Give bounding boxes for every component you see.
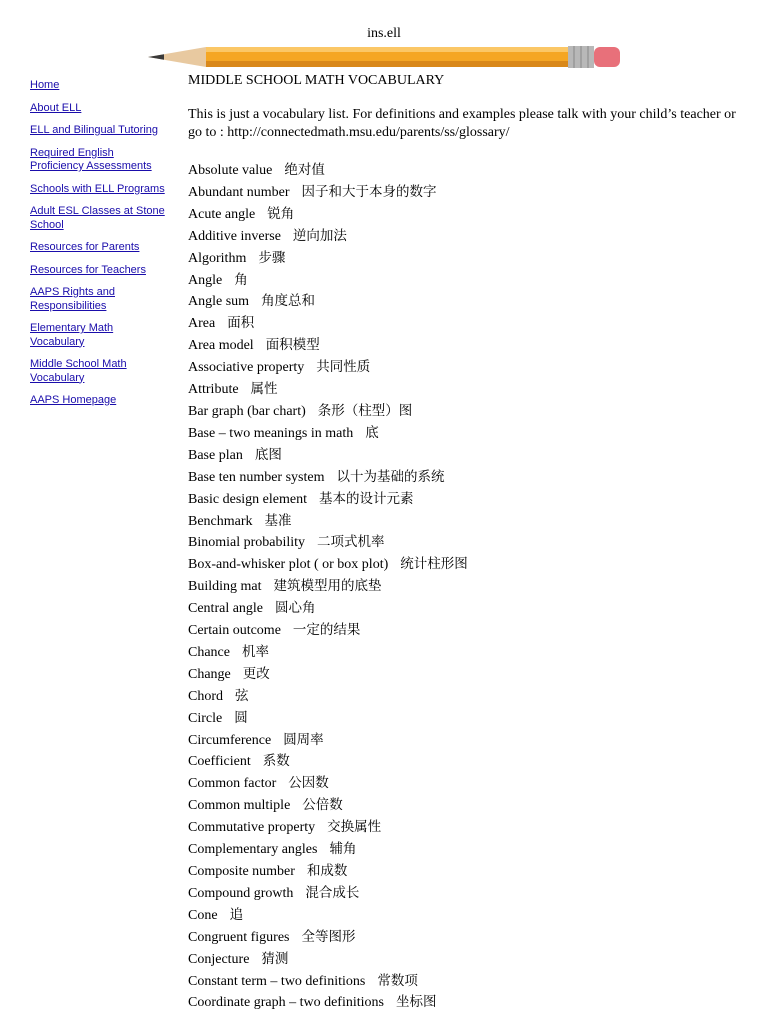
- vocab-term-chinese: 公因数: [288, 775, 329, 792]
- vocab-term-english: Certain outcome: [188, 623, 281, 639]
- vocab-row: [188, 270, 748, 292]
- vocab-term-chinese: 全等图形: [301, 928, 356, 945]
- vocab-term-english: Composite number: [188, 864, 295, 879]
- vocab-term-english: Base plan: [188, 447, 243, 463]
- vocab-row: [188, 313, 748, 335]
- vocab-term-english: Building mat: [188, 579, 262, 595]
- vocab-term-english: Congruent figures: [188, 929, 290, 945]
- vocab-row: [188, 554, 748, 576]
- vocab-term-english: Angle: [188, 272, 223, 288]
- vocab-term-chinese: 属性: [250, 381, 278, 398]
- vocab-term-chinese: 共同性质: [316, 359, 371, 376]
- vocab-term-chinese: 底图: [254, 446, 282, 463]
- vocab-row: [188, 291, 748, 313]
- vocab-row: [188, 445, 748, 467]
- nav-link-home[interactable]: Home: [30, 79, 60, 91]
- vocab-term-english: Area model: [188, 338, 254, 354]
- vocab-row: [188, 686, 748, 708]
- vocab-term-chinese: 圆周率: [283, 731, 324, 748]
- vocab-term-english: Coordinate graph – two definitions: [188, 995, 384, 1011]
- vocab-term-english: Algorithm: [188, 250, 247, 266]
- nav-link-middle-school-math[interactable]: Middle School Math Vocabulary: [30, 358, 127, 384]
- intro-text: This is just a vocabulary list. For definitions and examples please talk with your child’s teacher or go to : http://connectedmath.msu.edu/parents/ss/glossary/: [188, 107, 736, 140]
- vocab-term-english: Additive inverse: [188, 228, 281, 244]
- nav-link-schools[interactable]: Schools with ELL Programs: [30, 182, 165, 195]
- vocab-term-chinese: 一定的结果: [292, 622, 361, 639]
- vocab-row: [188, 795, 748, 817]
- vocab-term-english: Change: [188, 666, 231, 682]
- nav-link-teachers[interactable]: Resources for Teachers: [30, 263, 146, 276]
- vocab-term-english: Attribute: [188, 382, 239, 398]
- vocab-term-english: Commutative property: [188, 820, 316, 836]
- nav-link-assessments[interactable]: Required English Proficiency Assessments: [30, 146, 152, 172]
- nav-link-rights[interactable]: AAPS Rights and Responsibilities: [30, 286, 115, 312]
- pencil-icon: [148, 42, 624, 72]
- vocab-term-chinese: 建筑模型用的底垫: [273, 578, 382, 595]
- vocab-row: [188, 160, 748, 182]
- vocab-row: [188, 971, 748, 993]
- vocab-term-chinese: 锐角: [267, 205, 295, 222]
- vocab-term-english: Base – two meanings in math: [188, 425, 354, 441]
- vocab-row: [188, 248, 748, 270]
- vocab-term-chinese: 圆心角: [275, 600, 316, 617]
- vocab-term-english: Central angle: [188, 601, 264, 617]
- page-title: MIDDLE SCHOOL MATH VOCABULARY: [188, 73, 445, 88]
- vocab-row: [188, 817, 748, 839]
- nav-link-tutoring[interactable]: ELL and Bilingual Tutoring: [30, 124, 159, 136]
- vocab-term-chinese: 交换属性: [327, 819, 382, 836]
- nav-link-about-ell[interactable]: About ELL: [30, 101, 82, 114]
- vocab-row: [188, 992, 748, 1014]
- vocab-term-chinese: 以十为基础的系统: [336, 468, 445, 485]
- vocab-term-english: Compound growth: [188, 885, 294, 901]
- vocab-term-english: Area: [188, 316, 216, 332]
- vocab-term-english: Benchmark: [188, 513, 253, 529]
- vocab-term-chinese: 追: [229, 906, 244, 923]
- vocab-row: [188, 423, 748, 445]
- sidebar-nav: [30, 79, 170, 417]
- vocab-term-chinese: 坐标图: [395, 994, 437, 1011]
- vocab-term-chinese: 更改: [242, 665, 270, 682]
- vocab-row: [188, 204, 748, 226]
- vocab-row: [188, 532, 748, 554]
- vocab-term-chinese: 系数: [262, 753, 290, 770]
- nav-link-adult-esl[interactable]: Adult ESL Classes at Stone School: [30, 205, 165, 231]
- vocab-term-chinese: 公倍数: [302, 797, 343, 814]
- vocab-term-english: Common multiple: [188, 798, 291, 814]
- nav-link-parents[interactable]: Resources for Parents: [30, 241, 140, 253]
- vocab-term-english: Bar graph (bar chart): [188, 403, 306, 419]
- vocab-term-chinese: 基本的设计元素: [318, 490, 414, 507]
- vocab-term-chinese: 圆: [234, 709, 248, 726]
- vocab-row: [188, 379, 748, 401]
- site-title: ins.ell: [367, 26, 401, 41]
- main-content: [188, 72, 748, 1011]
- nav-link-elementary-math[interactable]: Elementary Math Vocabulary: [30, 322, 114, 348]
- vocab-term-english: Complementary angles: [188, 842, 318, 858]
- vocab-row: [188, 730, 748, 752]
- vocab-row: [188, 226, 748, 248]
- vocab-row: [188, 883, 748, 905]
- vocab-term-chinese: 步骤: [258, 249, 286, 266]
- vocab-term-chinese: 基准: [264, 512, 292, 529]
- vocab-row: [188, 467, 748, 489]
- vocab-term-chinese: 绝对值: [284, 162, 325, 178]
- vocab-row: [188, 598, 748, 620]
- vocab-term-english: Binomial probability: [188, 535, 306, 551]
- vocab-row: [188, 664, 748, 686]
- vocab-row: [188, 401, 748, 423]
- vocab-term-english: Box-and-whisker plot ( or box plot): [188, 557, 389, 573]
- vocab-term-english: Acute angle: [188, 206, 256, 222]
- vocab-row: [188, 620, 748, 642]
- vocab-term-chinese: 面积: [227, 315, 255, 332]
- vocab-term-english: Circumference: [188, 732, 272, 748]
- vocab-term-english: Cone: [188, 907, 218, 923]
- vocab-row: [188, 839, 748, 861]
- vocab-term-chinese: 和成数: [306, 863, 348, 879]
- vocabulary-list: [188, 160, 748, 1014]
- vocab-row: [188, 861, 748, 883]
- vocab-term-chinese: 猜测: [261, 950, 289, 967]
- vocab-term-english: Absolute value: [188, 163, 273, 178]
- vocab-term-chinese: 混合成长: [305, 884, 360, 901]
- vocab-term-english: Abundant number: [188, 184, 290, 200]
- vocab-term-chinese: 条形（柱型）图: [317, 402, 413, 419]
- vocab-term-english: Associative property: [188, 360, 305, 376]
- vocab-term-english: Angle sum: [188, 294, 250, 310]
- vocab-row: [188, 335, 748, 357]
- vocab-term-chinese: 逆向加法: [292, 227, 347, 244]
- vocab-row: [188, 357, 748, 379]
- vocab-term-chinese: 二项式机率: [317, 534, 385, 551]
- vocab-term-chinese: 角: [234, 271, 248, 288]
- vocab-term-chinese: 常数项: [377, 972, 418, 989]
- vocab-row: [188, 576, 748, 598]
- vocab-term-chinese: 底: [365, 424, 379, 441]
- vocab-row: [188, 489, 748, 511]
- vocab-term-english: Chance: [188, 644, 230, 660]
- vocab-term-english: Chord: [188, 688, 223, 704]
- vocab-row: [188, 642, 748, 664]
- vocab-term-chinese: 机率: [241, 643, 269, 660]
- vocab-row: [188, 905, 748, 927]
- vocab-term-english: Circle: [188, 710, 223, 726]
- vocab-term-chinese: 统计柱形图: [400, 556, 468, 573]
- vocab-term-chinese: 弦: [235, 687, 249, 704]
- vocab-row: [188, 708, 748, 730]
- vocab-term-english: Coefficient: [188, 754, 251, 770]
- vocab-term-english: Basic design element: [188, 491, 307, 507]
- vocab-term-chinese: 角度总和: [261, 293, 316, 310]
- vocab-term-english: Common factor: [188, 776, 277, 792]
- vocab-term-english: Conjecture: [188, 951, 250, 967]
- vocab-term-english: Constant term – two definitions: [188, 973, 366, 989]
- vocab-term-english: Base ten number system: [188, 469, 325, 485]
- vocab-row: [188, 927, 748, 949]
- nav-link-aaps-homepage[interactable]: AAPS Homepage: [30, 394, 117, 406]
- vocab-term-chinese: 辅角: [329, 841, 357, 858]
- vocab-row: [188, 773, 748, 795]
- vocab-row: [188, 511, 748, 533]
- vocab-term-chinese: 面积模型: [265, 337, 320, 354]
- vocab-row: [188, 949, 748, 971]
- vocab-row: [188, 751, 748, 773]
- vocab-term-chinese: 因子和大于本身的数字: [301, 183, 437, 200]
- vocab-row: [188, 182, 748, 204]
